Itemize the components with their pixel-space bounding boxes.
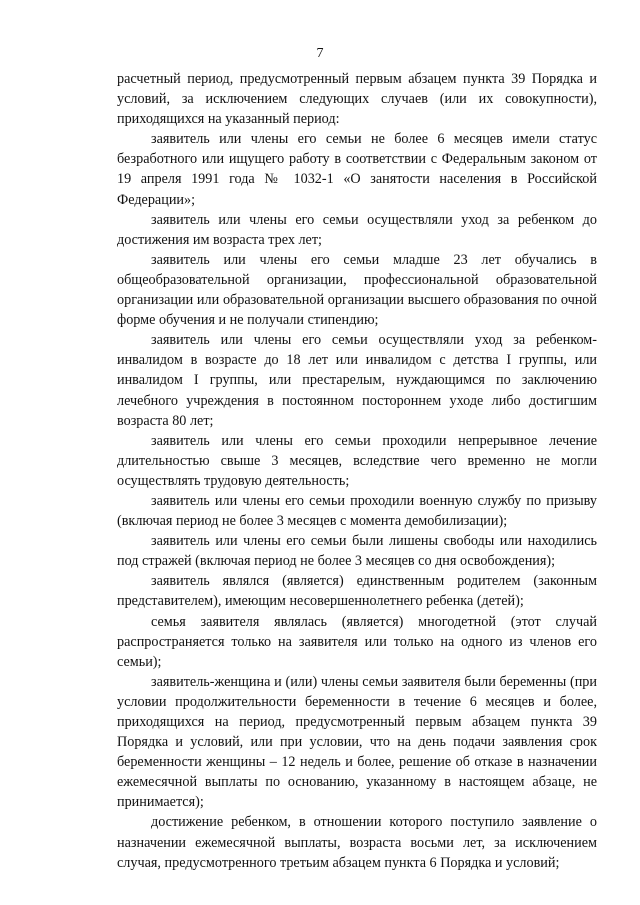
page-number: 7	[316, 46, 324, 61]
paragraph-pregnancy: заявитель-женщина и (или) члены семьи заявителя были беременны (при условии продолжительности беременности в течение 6 месяцев и более, приходящихся на период, предусмотренный первым абзацем пункта 39 Порядка и условий, или при условии, что на день подачи заявления срок беременности женщины – 12 недель и более, решение об отказе в назначении ежемесячной выплаты по основанию, указанному в настоящем абзаце, не принимается);	[117, 673, 597, 811]
paragraph-single-parent: заявитель являлся (является) единственным родителем (законным представителем), имеющим несовершеннолетнего ребенка (детей);	[117, 573, 597, 610]
paragraph-disabled-care: заявитель или члены его семьи осуществляли уход за ребенком-инвалидом в возрасте до 18 лет или инвалидом с детства I группы, или инвалидом I группы, или престарелым, нуждающимся по заключению лечебного учреждения в постоянном постороннем уходе либо достигшим возраста 80 лет;	[117, 332, 597, 429]
paragraph-unemployed: заявитель или члены его семьи не более 6 месяцев имели статус безработного или ищущего работу в соответствии с Федеральным законом от 19 апреля 1991 года № 1032-1 «О занятости населения в Российской Федерации»;	[117, 131, 597, 208]
paragraph-imprisonment: заявитель или члены его семьи были лишены свободы или находились под стражей (включая период не более 3 месяцев со дня освобождения);	[117, 533, 597, 570]
paragraph-child-age: достижение ребенком, в отношении которого поступило заявление о назначении ежемесячной выплаты, возраста восьми лет, за исключением случая, предусмотренного третьим абзацем пункта 6 Порядка и условий;	[117, 814, 597, 871]
paragraph-intro: расчетный период, предусмотренный первым абзацем пункта 39 Порядка и условий, за исключением следующих случаев (или их совокупности), приходящихся на указанный период:	[117, 71, 597, 128]
paragraph-childcare: заявитель или члены его семьи осуществляли уход за ребенком до достижения им возраста трех лет;	[117, 211, 597, 248]
paragraph-students: заявитель или члены его семьи младше 23 лет обучались в общеобразовательной организации, профессиональной образовательной организации или образовательной организации высшего образования по очной форме обучения и не получали стипендию;	[117, 251, 597, 329]
paragraph-large-family: семья заявителя являлась (является) многодетной (этот случай распространяется только на заявителя или только на одного из членов его семьи);	[117, 613, 597, 670]
paragraph-medical-treatment: заявитель или члены его семьи проходили непрерывное лечение длительностью свыше 3 месяцев, вследствие чего временно не могли осуществлять трудовую деятельность;	[117, 432, 597, 489]
paragraph-military-service: заявитель или члены его семьи проходили военную службу по призыву (включая период не более 3 месяцев с момента демобилизации);	[117, 492, 597, 530]
document-body	[117, 69, 597, 873]
